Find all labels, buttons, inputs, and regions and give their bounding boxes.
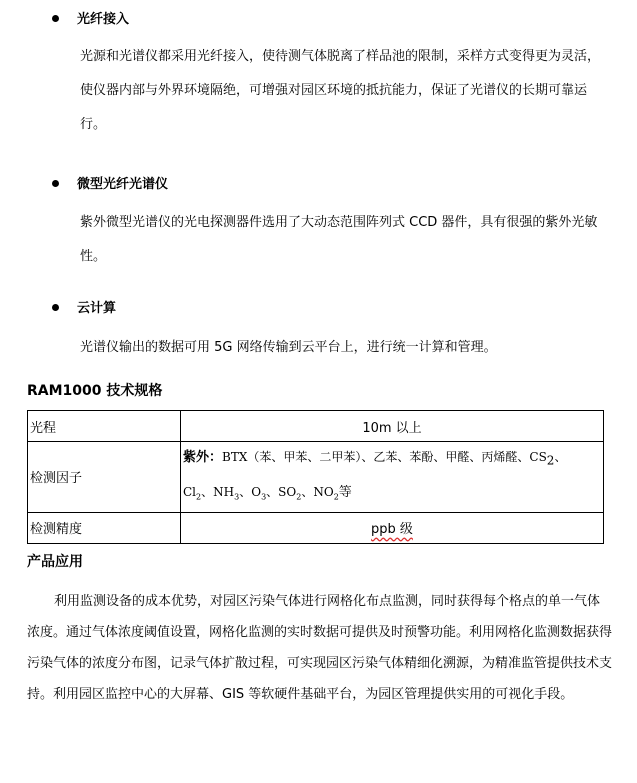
factor-line1: BTX（苯、甲苯、二甲苯）、乙苯、苯酚、甲醛、丙烯醛、CS bbox=[222, 450, 547, 464]
spec-label-factor: 检测因子 bbox=[28, 442, 181, 513]
feature-title: 光纤接入 bbox=[77, 12, 130, 27]
application-title: 产品应用 bbox=[27, 554, 83, 570]
factor-prefix: 紫外： bbox=[183, 450, 223, 465]
spec-value-factor: 紫外：BTX（苯、甲苯、二甲苯）、乙苯、苯酚、甲醛、丙烯醛、$CS_2$、 $Cl_2$、$NH_3$、$O_3$、$SO_2$、$NO_2$等 bbox=[181, 442, 604, 513]
feature-body-fiber: 光源和光谱仪都采用光纤接入，使待测气体脱离了样品池的限制，采样方式变得更为灵活，使仪器内部与外界环境隔绝，可增强对园区环境的抵抗能力，保证了光谱仪的长期可靠运行。 bbox=[80, 49, 601, 132]
bullet-icon bbox=[52, 15, 59, 22]
feature-body-spectrometer: 紫外微型光谱仪的光电探测器件选用了大动态范围阵列式 CCD 器件，具有很强的紫外光敏性。 bbox=[80, 215, 598, 264]
feature-heading-spectrometer bbox=[52, 173, 168, 192]
spec-value-precision: ppb 级 bbox=[181, 512, 604, 543]
bullet-icon bbox=[52, 304, 59, 311]
factor-line2: $Cl_2$、$NH_3$、$O_3$、$SO_2$、$NO_2$ bbox=[183, 484, 339, 501]
table-row bbox=[28, 442, 604, 513]
feature-body-cloud: 光谱仪输出的数据可用 5G 网络传输到云平台上，进行统一计算和管理。 bbox=[80, 340, 497, 355]
spec-value-range: 10m 以上 bbox=[181, 411, 604, 442]
spec-title: RAM1000 技术规格 bbox=[27, 383, 163, 399]
application-body: 利用监测设备的成本优势，对园区污染气体进行网格化布点监测，同时获得每个格点的单一气体浓度。通过气体浓度阈值设置，网格化监测的实时数据可提供及时预警功能。利用网格化监测数据获得污染气体的浓度分布图，记录气体扩散过程，可实现园区污染气体精细化溯源，为精准监管提供技术支持。利用园区监控中心的大屏幕、GIS 等软硬件基础平台，为园区管理提供实用的可视化手段。 bbox=[27, 594, 613, 702]
feature-title: 云计算 bbox=[77, 301, 117, 316]
spec-label-range: 光程 bbox=[28, 411, 181, 442]
feature-heading-fiber bbox=[52, 8, 129, 27]
feature-heading-cloud bbox=[52, 297, 116, 316]
table-row bbox=[28, 512, 604, 543]
spec-label-precision: 检测精度 bbox=[28, 512, 181, 543]
bullet-icon bbox=[52, 180, 59, 187]
feature-title: 微型光纤光谱仪 bbox=[77, 177, 169, 192]
spec-table bbox=[27, 410, 604, 544]
table-row bbox=[28, 411, 604, 442]
